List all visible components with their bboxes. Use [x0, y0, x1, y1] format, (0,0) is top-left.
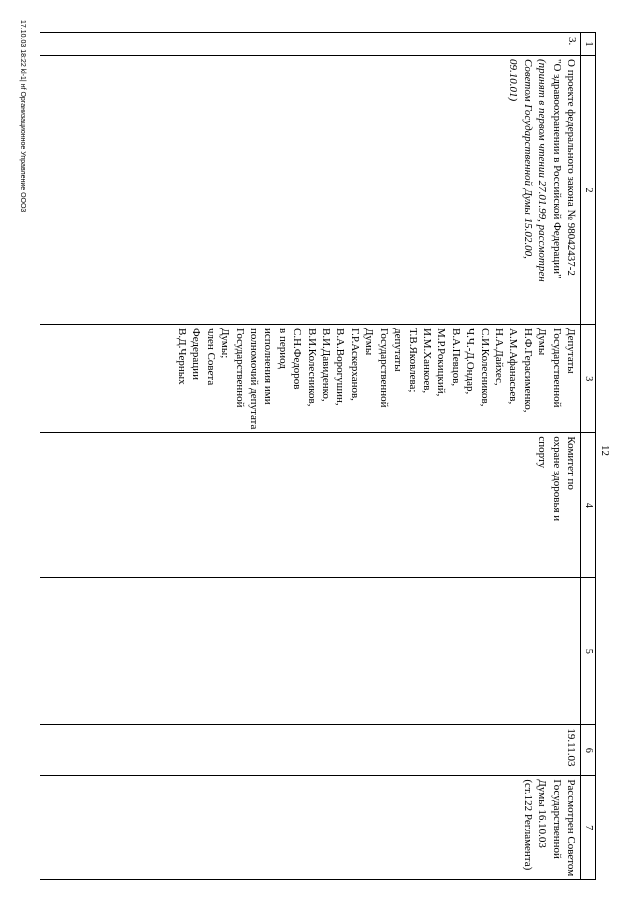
status-cell — [40, 776, 581, 880]
author-line: А.М.Афанасьев, — [507, 328, 520, 405]
author-line: Г.Р.Аскерханов, — [348, 328, 361, 401]
status-line: (ст.122 Регламента) — [521, 779, 534, 871]
bill-status-line: 09.10.01) — [507, 59, 520, 102]
page-number: 12 — [599, 445, 611, 456]
empty-cell — [40, 578, 581, 725]
author-line: Федерации — [190, 328, 203, 380]
committee-cell — [40, 433, 581, 578]
author-line: И.М.Ханкоев, — [420, 328, 433, 394]
date-cell — [40, 725, 581, 776]
author-line: Депутаты — [565, 328, 577, 374]
authors-list — [173, 325, 580, 432]
author-line: М.Р.Рокицкий, — [435, 328, 448, 397]
table-header-row — [581, 33, 596, 880]
author-line: депутаты — [392, 328, 405, 372]
header-col-6: 6 — [581, 725, 596, 776]
author-line: Государственной — [377, 328, 390, 408]
author-line: Т.В.Яковлева; — [406, 328, 419, 393]
author-line: член Совета — [204, 328, 217, 386]
committee-line: спорту — [536, 436, 549, 469]
status-line: Рассмотрен Советом — [565, 779, 577, 877]
author-line: Н.Ф.Герасименко, — [521, 328, 534, 413]
header-col-7: 7 — [581, 776, 596, 880]
author-line: С.Н.Федоров — [291, 328, 304, 390]
authors-cell — [40, 325, 581, 433]
author-line: Думы — [536, 328, 549, 356]
status-lines — [518, 776, 580, 879]
author-line: в период — [276, 328, 289, 369]
author-line: В.Д.Черных — [176, 328, 189, 385]
col5-value — [576, 578, 580, 724]
bill-title-line: О проекте федерального закона № 98042437-2 — [565, 59, 577, 276]
author-line: В.А.Ворогушин, — [334, 328, 347, 406]
committee-lines — [533, 433, 580, 577]
author-line: В.А.Певцов, — [449, 328, 462, 387]
header-col-3: 3 — [581, 325, 596, 433]
author-line: Государственной — [233, 328, 246, 408]
header-col-1: 1 — [581, 33, 596, 56]
row-number-cell — [40, 33, 581, 56]
date-value: 19.11.03 — [565, 728, 577, 767]
author-line: Ч.Ч.-Д.Ондар, — [464, 328, 477, 395]
author-line: С.И.Колесников, — [478, 328, 491, 407]
bill-title-cell — [40, 56, 581, 325]
status-line: Думы 16.10.03 — [536, 779, 549, 848]
committee-line: охране здоровья и — [550, 436, 563, 522]
bill-status-line: (принят в первом чтении 27.01.99, рассмотрен — [536, 59, 549, 282]
status-line: Государственной — [550, 779, 563, 859]
author-line: Думы; — [219, 328, 232, 359]
author-line: Н.А.Дайхес, — [492, 328, 505, 386]
author-line: Государственной — [550, 328, 563, 408]
author-line: В.И.Давиденко, — [320, 328, 333, 402]
bill-title-lines — [504, 56, 580, 324]
author-line: исполнения ими — [262, 328, 275, 405]
author-line: полномочий депутата — [248, 328, 261, 430]
author-line: Думы — [363, 328, 376, 356]
header-col-4: 4 — [581, 433, 596, 578]
bill-status-line: Советом Государственной Думы 15.02.00, — [521, 59, 534, 259]
fax-footer: 17.10.03 18:22 kl-1| нf Организационное Управление ООО3 — [19, 20, 26, 213]
header-col-5: 5 — [581, 578, 596, 725]
committee-line: Комитет по — [565, 436, 577, 490]
author-line: В.И.Колесников, — [305, 328, 318, 407]
bill-title-line: "О здравоохранении в Российской Федерации" — [550, 59, 563, 279]
row-number: 3. — [566, 37, 578, 46]
header-col-2: 2 — [581, 56, 596, 325]
table-row — [40, 33, 581, 880]
document-table — [40, 32, 596, 880]
